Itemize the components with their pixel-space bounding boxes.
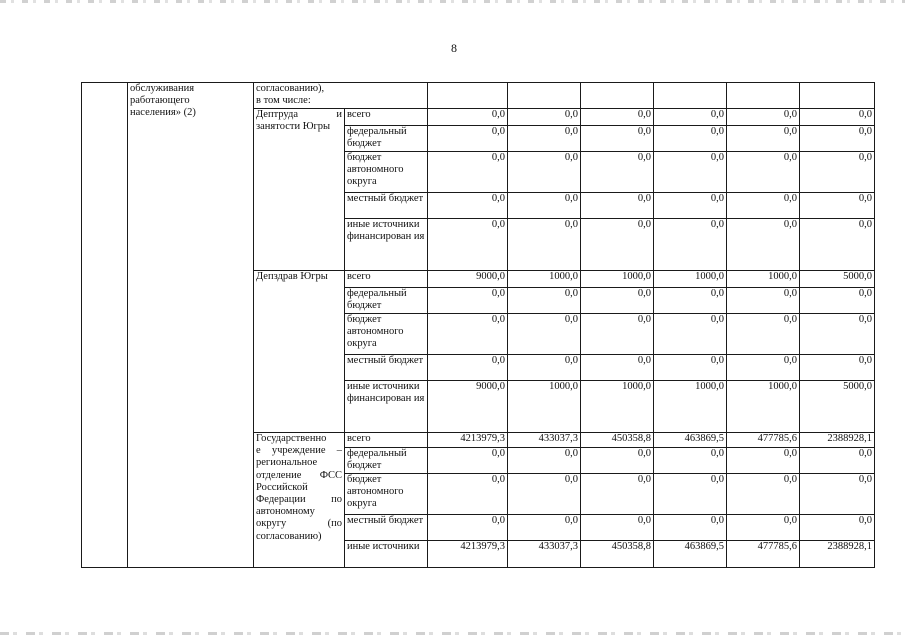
amount-value: 0,0: [637, 126, 651, 137]
amount-value: 0,0: [858, 448, 872, 459]
executor-line: отделение ФСС: [256, 469, 342, 481]
value-cell: [800, 152, 875, 193]
empty-value-cell: [428, 83, 508, 109]
budget-table: [81, 82, 875, 568]
value-cell: [727, 288, 800, 314]
funding-source-cell: [345, 355, 428, 381]
amount-value: 0,0: [858, 152, 872, 163]
funding-source-label: иные источники финансирован ия: [347, 381, 425, 405]
amount-value: 0,0: [783, 515, 797, 526]
amount-value: 0,0: [564, 314, 578, 325]
amount-value: 0,0: [710, 474, 724, 485]
amount-value: 0,0: [491, 314, 505, 325]
header-fragment-line: согласованию),: [256, 83, 325, 94]
value-cell: [800, 193, 875, 219]
value-cell: [428, 193, 508, 219]
value-cell: [581, 541, 654, 568]
amount-value: 433037,3: [538, 541, 578, 552]
amount-value: 0,0: [564, 126, 578, 137]
value-cell: [727, 109, 800, 126]
funding-source-cell: [345, 314, 428, 355]
amount-value: 0,0: [491, 355, 505, 366]
amount-value: 0,0: [564, 219, 578, 230]
amount-value: 9000,0: [476, 381, 505, 392]
value-cell: [508, 448, 581, 474]
amount-value: 463869,5: [684, 433, 724, 444]
funding-source-cell: [345, 288, 428, 314]
executor-line: Депздрав Югры: [256, 271, 328, 282]
amount-value: 0,0: [564, 515, 578, 526]
value-cell: [800, 288, 875, 314]
value-cell: [654, 152, 727, 193]
value-cell: [428, 314, 508, 355]
amount-value: 0,0: [710, 152, 724, 163]
value-cell: [800, 219, 875, 271]
amount-value: 2388928,1: [827, 541, 872, 552]
amount-value: 0,0: [710, 219, 724, 230]
amount-value: 0,0: [564, 288, 578, 299]
executor-line: автономному: [256, 506, 315, 518]
value-cell: [727, 515, 800, 541]
value-cell: [654, 474, 727, 515]
funding-source-label: местный бюджет: [347, 355, 424, 366]
amount-value: 0,0: [637, 193, 651, 204]
amount-value: 0,0: [783, 126, 797, 137]
amount-value: 0,0: [858, 355, 872, 366]
amount-value: 0,0: [637, 355, 651, 366]
value-cell: [654, 193, 727, 219]
amount-value: 0,0: [783, 314, 797, 325]
value-cell: [428, 219, 508, 271]
funding-source-label: всего: [347, 271, 371, 282]
executor-line: Дептруда и: [256, 109, 342, 120]
value-cell: [508, 515, 581, 541]
value-cell: [654, 219, 727, 271]
executor-line: Государственно: [256, 433, 327, 444]
value-cell: [428, 474, 508, 515]
value-cell: [654, 355, 727, 381]
value-cell: [428, 381, 508, 433]
program-cell: [128, 83, 254, 568]
amount-value: 0,0: [710, 314, 724, 325]
funding-source-label: иные источники: [347, 541, 420, 552]
amount-value: 0,0: [783, 448, 797, 459]
amount-value: 0,0: [858, 314, 872, 325]
funding-source-label: бюджет автономного округа: [347, 314, 404, 350]
value-cell: [727, 271, 800, 288]
amount-value: 0,0: [491, 126, 505, 137]
value-cell: [727, 152, 800, 193]
amount-value: 463869,5: [684, 541, 724, 552]
amount-value: 0,0: [491, 515, 505, 526]
amount-value: 0,0: [491, 109, 505, 120]
value-cell: [581, 193, 654, 219]
amount-value: 1000,0: [622, 271, 651, 282]
funding-source-cell: [345, 541, 428, 568]
amount-value: 450358,8: [611, 433, 651, 444]
value-cell: [508, 271, 581, 288]
value-cell: [508, 381, 581, 433]
program-text-line: обслуживания: [130, 83, 195, 94]
value-cell: [581, 314, 654, 355]
funding-source-cell: [345, 219, 428, 271]
header-fragment-cell: [254, 83, 428, 109]
value-cell: [654, 109, 727, 126]
amount-value: 0,0: [491, 448, 505, 459]
value-cell: [581, 126, 654, 152]
amount-value: 1000,0: [768, 271, 797, 282]
amount-value: 0,0: [564, 193, 578, 204]
funding-source-label: федеральный бюджет: [347, 448, 407, 472]
funding-source-cell: [345, 515, 428, 541]
funding-source-cell: [345, 448, 428, 474]
value-cell: [800, 515, 875, 541]
empty-value-cell: [508, 83, 581, 109]
value-cell: [727, 433, 800, 448]
value-cell: [428, 126, 508, 152]
value-cell: [508, 433, 581, 448]
value-cell: [581, 515, 654, 541]
amount-value: 1000,0: [695, 271, 724, 282]
funding-source-cell: [345, 193, 428, 219]
value-cell: [508, 152, 581, 193]
value-cell: [727, 474, 800, 515]
funding-source-label: федеральный бюджет: [347, 288, 407, 312]
amount-value: 0,0: [564, 152, 578, 163]
amount-value: 0,0: [858, 109, 872, 120]
value-cell: [428, 433, 508, 448]
funding-source-label: местный бюджет: [347, 515, 424, 526]
executor-line: региональное: [256, 457, 318, 469]
amount-value: 0,0: [710, 109, 724, 120]
funding-source-label: бюджет автономного округа: [347, 152, 404, 188]
value-cell: [508, 541, 581, 568]
value-cell: [508, 109, 581, 126]
value-cell: [654, 448, 727, 474]
amount-value: 5000,0: [843, 271, 872, 282]
value-cell: [800, 381, 875, 433]
amount-value: 0,0: [783, 152, 797, 163]
amount-value: 477785,6: [757, 433, 797, 444]
executor-line: Федерации по: [256, 494, 342, 506]
value-cell: [654, 433, 727, 448]
scan-edge-top: [0, 0, 905, 3]
amount-value: 0,0: [710, 355, 724, 366]
value-cell: [654, 515, 727, 541]
amount-value: 477785,6: [757, 541, 797, 552]
empty-value-cell: [581, 83, 654, 109]
value-cell: [654, 541, 727, 568]
amount-value: 5000,0: [843, 381, 872, 392]
value-cell: [727, 314, 800, 355]
amount-value: 1000,0: [549, 381, 578, 392]
amount-value: 0,0: [637, 288, 651, 299]
amount-value: 0,0: [637, 448, 651, 459]
value-cell: [508, 219, 581, 271]
value-cell: [428, 109, 508, 126]
amount-value: 0,0: [564, 448, 578, 459]
funding-source-cell: [345, 152, 428, 193]
amount-value: 0,0: [783, 219, 797, 230]
value-cell: [581, 152, 654, 193]
amount-value: 0,0: [858, 288, 872, 299]
funding-source-label: федеральный бюджет: [347, 126, 407, 150]
value-cell: [508, 314, 581, 355]
value-cell: [654, 381, 727, 433]
value-cell: [428, 541, 508, 568]
value-cell: [800, 126, 875, 152]
value-cell: [800, 474, 875, 515]
amount-value: 0,0: [637, 152, 651, 163]
budget-body: [82, 83, 875, 568]
executor-line: согласованию): [256, 530, 322, 542]
executor-line: округу (по: [256, 518, 342, 530]
program-text-line: работающего: [130, 95, 190, 107]
value-cell: [800, 541, 875, 568]
value-cell: [727, 193, 800, 219]
value-cell: [428, 152, 508, 193]
value-cell: [654, 314, 727, 355]
amount-value: 4213979,3: [460, 541, 505, 552]
executor-cell: [254, 433, 345, 568]
program-text-line: населения» (2): [130, 107, 196, 119]
funding-source-cell: [345, 271, 428, 288]
amount-value: 0,0: [637, 314, 651, 325]
value-cell: [654, 126, 727, 152]
value-cell: [581, 219, 654, 271]
executor-line: е учреждение –: [256, 445, 342, 457]
executor-cell: [254, 271, 345, 433]
amount-value: 1000,0: [695, 381, 724, 392]
amount-value: 0,0: [783, 109, 797, 120]
empty-value-cell: [727, 83, 800, 109]
amount-value: 450358,8: [611, 541, 651, 552]
executor-line: занятости Югры: [256, 121, 331, 133]
table-row: [82, 83, 875, 109]
value-cell: [727, 541, 800, 568]
amount-value: 0,0: [491, 193, 505, 204]
amount-value: 0,0: [637, 109, 651, 120]
amount-value: 0,0: [564, 355, 578, 366]
value-cell: [727, 219, 800, 271]
amount-value: 0,0: [491, 152, 505, 163]
amount-value: 9000,0: [476, 271, 505, 282]
value-cell: [428, 271, 508, 288]
value-cell: [800, 271, 875, 288]
funding-source-label: бюджет автономного округа: [347, 474, 404, 510]
value-cell: [800, 314, 875, 355]
value-cell: [727, 448, 800, 474]
value-cell: [654, 288, 727, 314]
funding-source-cell: [345, 381, 428, 433]
amount-value: 4213979,3: [460, 433, 505, 444]
amount-value: 0,0: [710, 448, 724, 459]
amount-value: 0,0: [491, 219, 505, 230]
leftmost-empty-cell: [82, 83, 128, 568]
value-cell: [508, 193, 581, 219]
amount-value: 0,0: [858, 126, 872, 137]
amount-value: 0,0: [491, 474, 505, 485]
value-cell: [654, 271, 727, 288]
amount-value: 0,0: [783, 355, 797, 366]
value-cell: [428, 448, 508, 474]
funding-source-cell: [345, 109, 428, 126]
amount-value: 0,0: [783, 193, 797, 204]
value-cell: [727, 355, 800, 381]
funding-source-cell: [345, 474, 428, 515]
value-cell: [581, 381, 654, 433]
amount-value: 0,0: [710, 288, 724, 299]
amount-value: 0,0: [783, 288, 797, 299]
value-cell: [800, 448, 875, 474]
funding-source-label: местный бюджет: [347, 193, 424, 204]
amount-value: 0,0: [637, 515, 651, 526]
amount-value: 2388928,1: [827, 433, 872, 444]
value-cell: [508, 474, 581, 515]
executor-line: Российской: [256, 481, 308, 493]
funding-source-cell: [345, 126, 428, 152]
value-cell: [581, 433, 654, 448]
amount-value: 0,0: [858, 219, 872, 230]
empty-value-cell: [654, 83, 727, 109]
value-cell: [581, 448, 654, 474]
amount-value: 1000,0: [549, 271, 578, 282]
amount-value: 0,0: [858, 515, 872, 526]
value-cell: [428, 288, 508, 314]
value-cell: [727, 381, 800, 433]
amount-value: 0,0: [491, 288, 505, 299]
empty-value-cell: [800, 83, 875, 109]
value-cell: [508, 288, 581, 314]
amount-value: 0,0: [637, 474, 651, 485]
value-cell: [508, 355, 581, 381]
value-cell: [428, 515, 508, 541]
value-cell: [508, 126, 581, 152]
amount-value: 0,0: [710, 126, 724, 137]
value-cell: [581, 288, 654, 314]
value-cell: [800, 433, 875, 448]
funding-source-label: иные источники финансирован ия: [347, 219, 425, 243]
value-cell: [428, 355, 508, 381]
amount-value: 1000,0: [768, 381, 797, 392]
value-cell: [581, 271, 654, 288]
value-cell: [727, 126, 800, 152]
value-cell: [581, 474, 654, 515]
amount-value: 433037,3: [538, 433, 578, 444]
funding-source-label: всего: [347, 109, 371, 120]
amount-value: 0,0: [637, 219, 651, 230]
scan-edge-bottom: [0, 632, 905, 635]
funding-source-label: всего: [347, 433, 371, 444]
value-cell: [581, 355, 654, 381]
amount-value: 0,0: [564, 109, 578, 120]
amount-value: 0,0: [858, 193, 872, 204]
amount-value: 0,0: [858, 474, 872, 485]
value-cell: [800, 109, 875, 126]
value-cell: [800, 355, 875, 381]
page-number: 8: [451, 41, 457, 55]
funding-source-cell: [345, 433, 428, 448]
executor-cell: [254, 109, 345, 271]
value-cell: [581, 109, 654, 126]
header-fragment-line: в том числе:: [256, 95, 311, 107]
amount-value: 0,0: [564, 474, 578, 485]
amount-value: 0,0: [783, 474, 797, 485]
amount-value: 1000,0: [622, 381, 651, 392]
amount-value: 0,0: [710, 193, 724, 204]
amount-value: 0,0: [710, 515, 724, 526]
